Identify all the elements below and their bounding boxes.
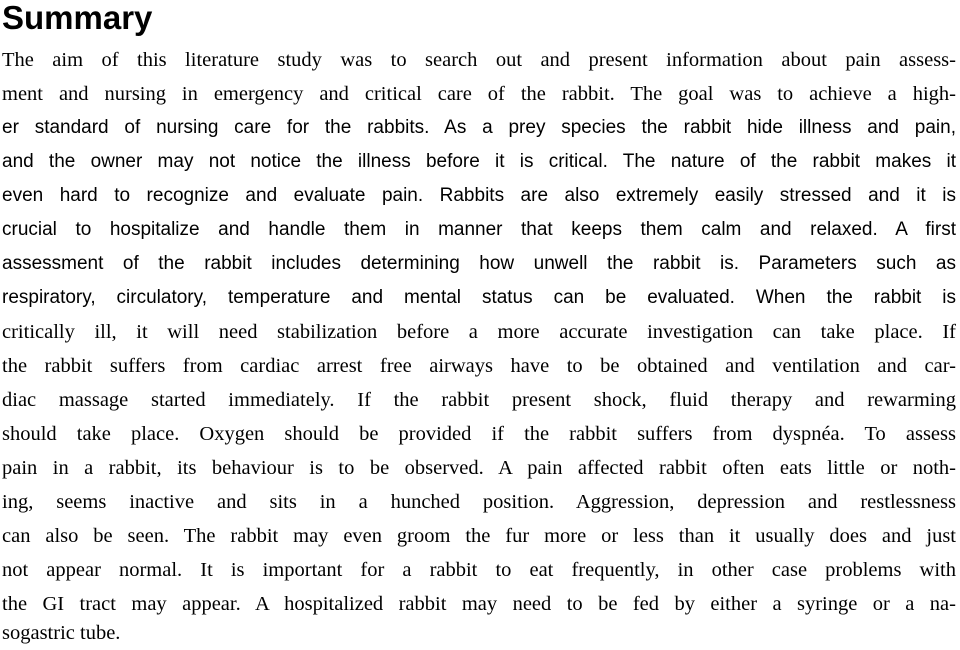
paragraph-line: ing, seems inactive and sits in a hunched position. Aggression, depression and restlessness <box>2 491 956 513</box>
paragraph-line: critically ill, it will need stabilization before a more accurate investigation can take place. If <box>2 321 956 343</box>
paragraph-line: the rabbit suffers from cardiac arrest free airways have to be obtained and ventilation and car- <box>2 355 956 377</box>
paragraph-line: crucial to hospitalize and handle them in manner that keeps them calm and relaxed. A first <box>2 219 956 240</box>
paragraph-line: the GI tract may appear. A hospitalized rabbit may need to be fed by either a syringe or a na- <box>2 593 956 615</box>
section-heading: Summary <box>2 0 153 36</box>
paragraph-line: not appear normal. It is important for a rabbit to eat frequently, in other case problems with <box>2 559 956 581</box>
paragraph-line: can also be seen. The rabbit may even groom the fur more or less than it usually does and just <box>2 525 956 547</box>
paragraph-line: The aim of this literature study was to search out and present information about pain assess- <box>2 49 956 71</box>
paragraph-line: ment and nursing in emergency and critical care of the rabbit. The goal was to achieve a high- <box>2 83 956 105</box>
paragraph-line: sogastric tube. <box>2 622 121 644</box>
paragraph-line: respiratory, circulatory, temperature and mental status can be evaluated. When the rabbit is <box>2 287 956 308</box>
paragraph-line: pain in a rabbit, its behaviour is to be observed. A pain affected rabbit often eats little or noth- <box>2 457 956 479</box>
paragraph-line: and the owner may not notice the illness before it is critical. The nature of the rabbit makes it <box>2 151 956 172</box>
paragraph-line: diac massage started immediately. If the rabbit present shock, fluid therapy and rewarming <box>2 389 956 411</box>
paragraph-line: er standard of nursing care for the rabbits. As a prey species the rabbit hide illness and pain, <box>2 117 956 138</box>
paragraph-line: should take place. Oxygen should be provided if the rabbit suffers from dyspnéa. To assess <box>2 423 956 445</box>
paragraph-line: assessment of the rabbit includes determining how unwell the rabbit is. Parameters such as <box>2 253 956 274</box>
paragraph-line: even hard to recognize and evaluate pain. Rabbits are also extremely easily stressed and it is <box>2 185 956 206</box>
